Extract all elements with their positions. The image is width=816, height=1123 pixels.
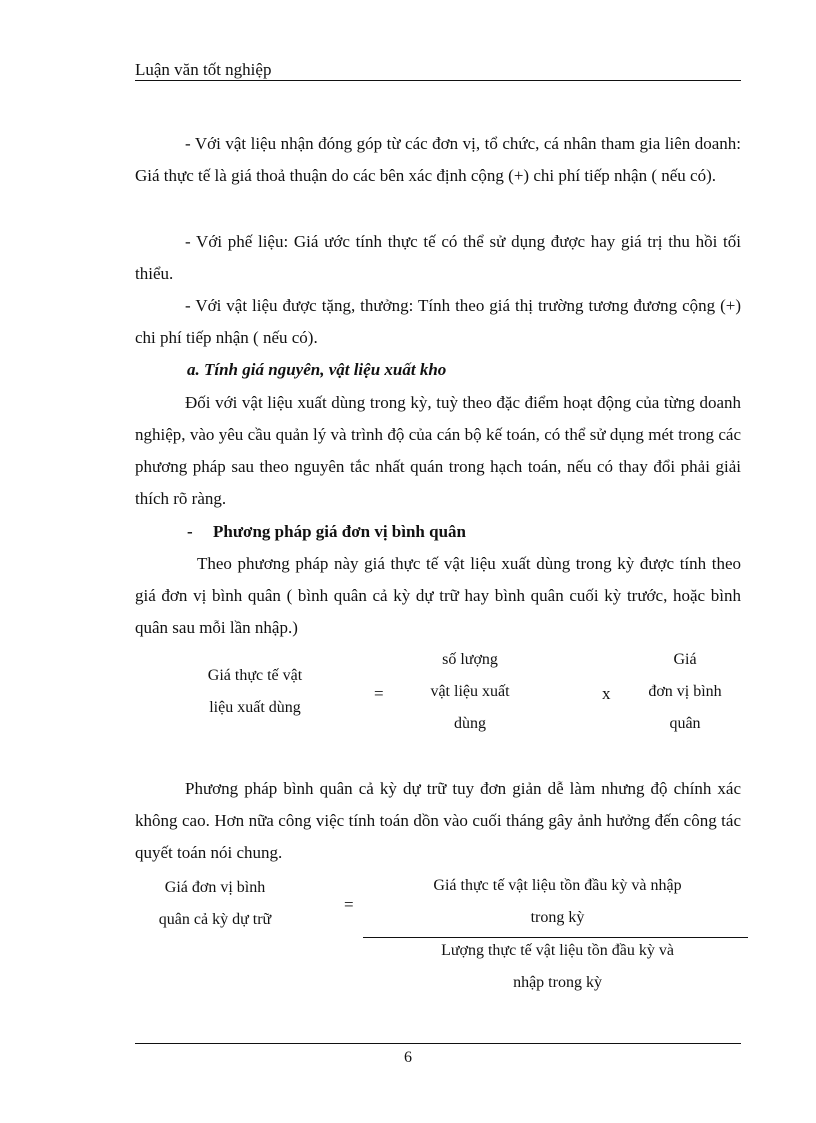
formula1-equals: = [374,684,384,703]
header-rule [135,80,741,81]
section-heading-a: a. Tính giá nguyên, vật liệu xuất kho [187,360,447,379]
formula1-price-line2: đơn vị bình [648,683,722,700]
page-number: 6 [404,1049,412,1066]
formula1-lhs-line1: Giá thực tế vật [207,667,303,684]
formula1-lhs-line2: liệu xuất dùng [209,699,301,716]
formula1-quantity-line2: vật liệu xuất [430,683,510,700]
paragraph-method-description: Theo phương pháp này giá thực tế vật liệu xuất dùng trong kỳ được tính theo giá đơn vị bình quân ( bình quân cả kỳ dự trữ hay bình quân cuối kỳ trước, hoặc bình quân sau mỗi lần nhập.) [135,554,741,637]
paragraph-scrap: - Với phế liệu: Giá ước tính thực tế có thể sử dụng được hay giá trị thu hồi tối thiểu. [135,232,741,283]
formula1-price-line1: Giá [673,651,697,668]
running-header-title: Luận văn tốt nghiệp [135,60,272,79]
method-heading-dash: - [187,522,193,541]
paragraph-average-method-note: Phương pháp bình quân cả kỳ dự trữ tuy đơn giản dễ làm nhưng độ chính xác không cao. Hơn nữa công việc tính toán dồn vào cuối tháng gây ảnh hưởng đến công tác quyết toán nói chung. [135,779,741,862]
formula2-lhs-line2: quân cả kỳ dự trữ [158,911,272,928]
paragraph-contributed-materials: - Với vật liệu nhận đóng góp từ các đơn vị, tổ chức, cá nhân tham gia liên doanh: Giá thực tế là giá thoả thuận do các bên xác định cộng (+) chi phí tiếp nhận ( nếu có). [135,134,741,185]
formula2-denominator-line1: Lượng thực tế vật liệu tồn đầu kỳ và [441,942,674,959]
formula2-denominator-line2: nhập trong kỳ [513,974,602,991]
method-heading [187,519,466,545]
paragraph-issued-materials: Đối với vật liệu xuất dùng trong kỳ, tuỳ theo đặc điểm hoạt động của từng doanh nghiệp, vào yêu cầu quản lý và trình độ của cán bộ kế toán, có thể sử dụng mét trong các phương pháp sau theo nguyên tắc nhất quán trong hạch toán, nếu có thay đổi phải giải thích rõ ràng. [135,393,741,508]
formula2-lhs-line1: Giá đơn vị bình [164,879,266,896]
formula1-quantity-line1: số lượng [442,651,498,668]
footer-rule [135,1043,741,1044]
formula2-numerator-line2: trong kỳ [530,909,585,926]
formula2-numerator-line1: Giá thực tế vật liệu tồn đầu kỳ và nhập [433,877,682,894]
formula2-equals: = [344,895,354,914]
formula1-quantity-line3: dùng [454,715,486,732]
method-heading-text: Phương pháp giá đơn vị bình quân [213,522,466,541]
formula1-price-line3: quân [669,715,701,732]
paragraph-donated-materials: - Với vật liệu được tặng, thưởng: Tính theo giá thị trường tương đương cộng (+) chi phí tiếp nhận ( nếu có). [135,296,741,347]
formula1-times: x [602,684,611,703]
